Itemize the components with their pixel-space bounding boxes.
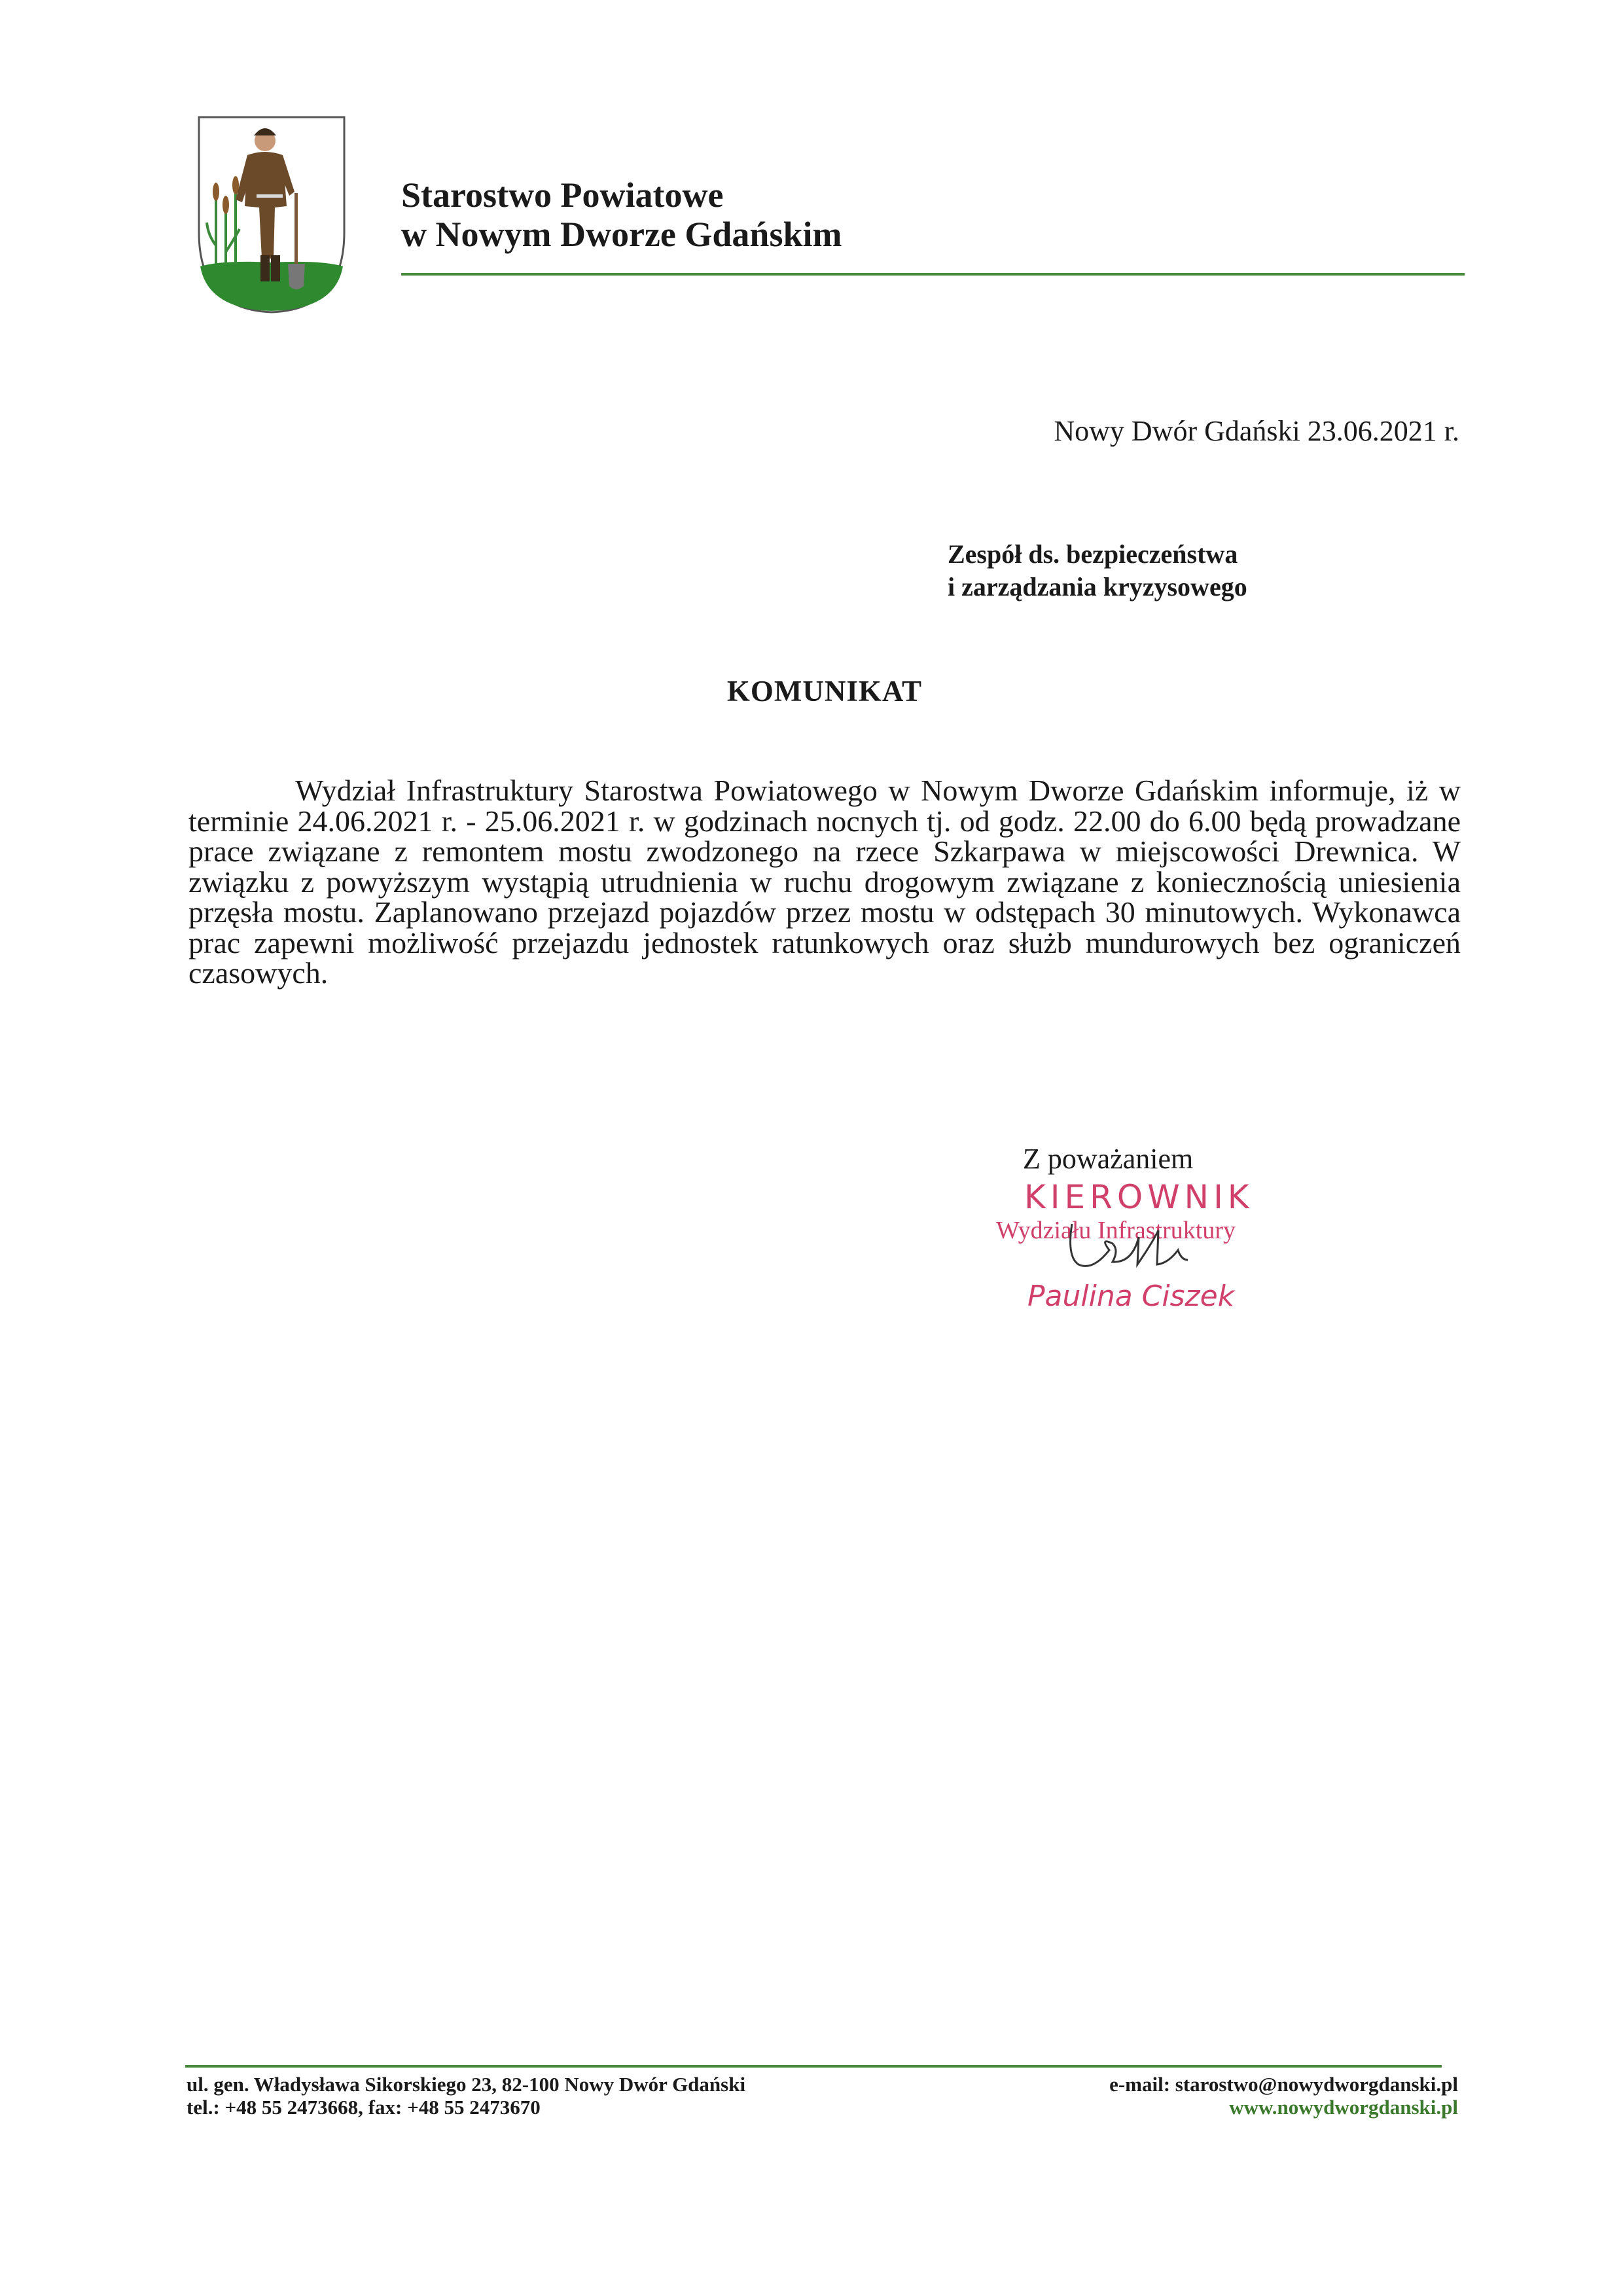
footer-website: www.nowydworgdanski.pl (1229, 2096, 1458, 2119)
stamp-department: Wydziału Infrastruktury (996, 1217, 1236, 1244)
stamp-name: Paulina Ciszek (1027, 1280, 1235, 1313)
organization-name-line2: w Nowym Dworze Gdańskim (401, 215, 842, 254)
footer-divider (185, 2065, 1442, 2068)
signature-icon (1047, 1211, 1257, 1283)
date-line: Nowy Dwór Gdański 23.06.2021 r. (1054, 415, 1459, 447)
recipient-line2: i zarządzania kryzysowego (948, 572, 1247, 601)
body-paragraph: Wydział Infrastruktury Starostwa Powiatowego w Nowym Dworze Gdańskim informuje, iż w terminie 24.06.2021 r. - 25.06.2021 r. w godzinach nocnych tj. od godz. 22.00 do 6.00 będą prowadzane prace związane z remontem mostu zwodzonego na rzece Szkarpawa w miejscowości Drewnica. W związku z powyższym wystąpią utrudnienia w ruchu drogowym związane z koniecznością uniesienia przęsła mostu. Zaplanowano przejazd pojazdów przez mostu w odstępach 30 minutowych. Wykonawca prac zapewni możliwość przejazdu jednostek ratunkowych oraz służb mundurowych bez ograniczeń czasowych. (188, 774, 1461, 990)
body-text (188, 776, 1461, 989)
closing-phrase: Z poważaniem (1023, 1143, 1194, 1175)
footer-phone: tel.: +48 55 2473668, fax: +48 55 2473670 (187, 2096, 541, 2119)
organization-name-line1: Starostwo Powiatowe (401, 175, 724, 215)
stamp-title: KIEROWNIK (1024, 1178, 1254, 1216)
document-title: KOMUNIKAT (726, 675, 923, 708)
footer-address: ul. gen. Władysława Sikorskiego 23, 82-100 Nowy Dwór Gdański (187, 2073, 746, 2096)
header-divider (401, 273, 1465, 276)
recipient-line1: Zespół ds. bezpieczeństwa (948, 539, 1238, 569)
footer-email: e-mail: starostwo@nowydworgdanski.pl (1109, 2073, 1458, 2096)
coat-of-arms-icon (196, 115, 347, 314)
